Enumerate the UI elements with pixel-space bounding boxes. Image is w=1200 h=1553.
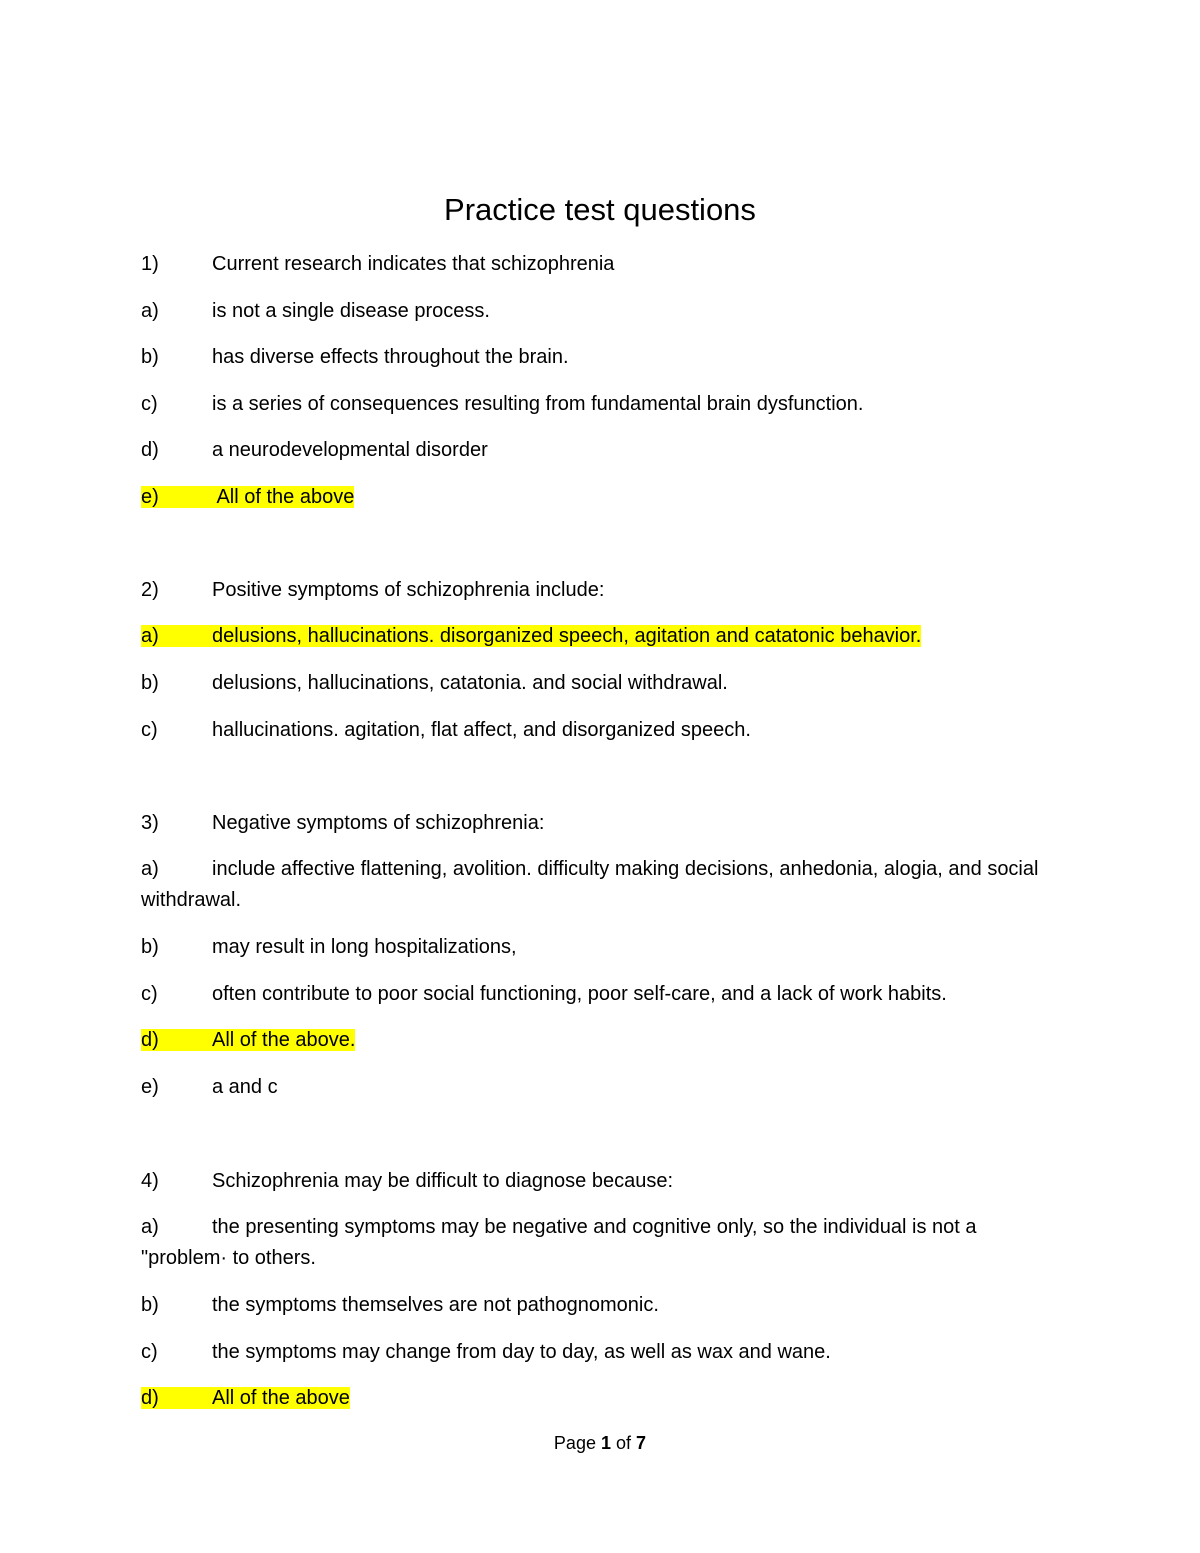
q4-option-a	[141, 1212, 1046, 1274]
answer-highlight	[141, 1029, 355, 1051]
question-text: Schizophrenia may be difficult to diagnose because:	[212, 1170, 674, 1192]
option-label: e)	[141, 1076, 159, 1098]
option-text: may result in long hospitalizations,	[212, 936, 517, 958]
option-label: c)	[141, 983, 158, 1005]
option-text: delusions, hallucinations. disorganized speech, agitation and catatonic behavior.	[212, 625, 922, 647]
answer-highlight	[141, 486, 354, 508]
q1-option-c	[141, 389, 1071, 420]
page-footer	[0, 1430, 1200, 1456]
option-text: include affective flattening, avolition. difficulty making decisions, anhedonia, alogia, and social withdrawal.	[141, 858, 1039, 911]
option-text: a neurodevelopmental disorder	[212, 439, 488, 461]
of-word: of	[616, 1433, 632, 1453]
question-text: Negative symptoms of schizophrenia:	[212, 812, 545, 834]
option-label: d)	[141, 439, 159, 461]
page-title: Practice test questions	[444, 192, 756, 227]
question-text: Current research indicates that schizophrenia	[212, 253, 615, 275]
option-label: c)	[141, 1341, 158, 1363]
q3-option-e	[141, 1072, 1071, 1103]
question-number: 2)	[141, 579, 159, 601]
option-text: has diverse effects throughout the brain.	[212, 346, 569, 368]
q2-option-a	[141, 621, 1071, 652]
question-2	[141, 575, 1071, 606]
option-label: d)	[141, 1387, 159, 1409]
q4-option-d	[141, 1383, 1071, 1414]
q1-option-e	[141, 482, 1071, 513]
option-text: is a series of consequences resulting from fundamental brain dysfunction.	[212, 393, 864, 415]
current-page-number: 1	[600, 1433, 611, 1453]
question-4	[141, 1166, 1071, 1197]
option-label: b)	[141, 346, 159, 368]
q4-option-b	[141, 1290, 1071, 1321]
option-text: often contribute to poor social functioning, poor self-care, and a lack of work habits.	[212, 983, 947, 1005]
option-text: All of the above.	[212, 1029, 356, 1051]
option-label: a)	[141, 625, 159, 647]
q1-option-d	[141, 435, 1071, 466]
total-pages-number: 7	[636, 1433, 647, 1453]
q1-option-b	[141, 342, 1071, 373]
option-label: e)	[141, 486, 159, 508]
option-text: the symptoms themselves are not pathognomonic.	[212, 1294, 659, 1316]
question-text: Positive symptoms of schizophrenia include:	[212, 579, 605, 601]
option-text: is not a single disease process.	[212, 300, 490, 322]
option-text: a and c	[212, 1076, 278, 1098]
option-label: b)	[141, 936, 159, 958]
option-text: the presenting symptoms may be negative and cognitive only, so the individual is not a "problem· to others.	[141, 1216, 977, 1269]
page-word: Page	[553, 1433, 596, 1453]
q2-option-c	[141, 715, 1071, 746]
option-text: the symptoms may change from day to day, as well as wax and wane.	[212, 1341, 831, 1363]
answer-highlight	[141, 625, 921, 647]
option-label: c)	[141, 393, 158, 415]
q4-option-c	[141, 1337, 1071, 1368]
question-1	[141, 249, 1071, 280]
option-label: c)	[141, 719, 158, 741]
option-label: a)	[141, 858, 159, 880]
q1-option-a	[141, 296, 1071, 327]
answer-highlight	[141, 1387, 350, 1409]
question-number: 4)	[141, 1170, 159, 1192]
option-label: d)	[141, 1029, 159, 1051]
option-label: b)	[141, 672, 159, 694]
option-label: b)	[141, 1294, 159, 1316]
q3-option-d	[141, 1025, 1071, 1056]
option-text: delusions, hallucinations, catatonia. and social withdrawal.	[212, 672, 728, 694]
q3-option-b	[141, 932, 1071, 963]
q3-option-c	[141, 979, 1071, 1010]
option-label: a)	[141, 1216, 159, 1238]
option-label: a)	[141, 300, 159, 322]
option-text: All of the above	[212, 1387, 350, 1409]
question-3	[141, 808, 1071, 839]
question-number: 3)	[141, 812, 159, 834]
option-text: hallucinations. agitation, flat affect, and disorganized speech.	[212, 719, 751, 741]
option-text: All of the above	[212, 486, 355, 508]
question-number: 1)	[141, 253, 159, 275]
q2-option-b	[141, 668, 1071, 699]
q3-option-a	[141, 854, 1056, 916]
